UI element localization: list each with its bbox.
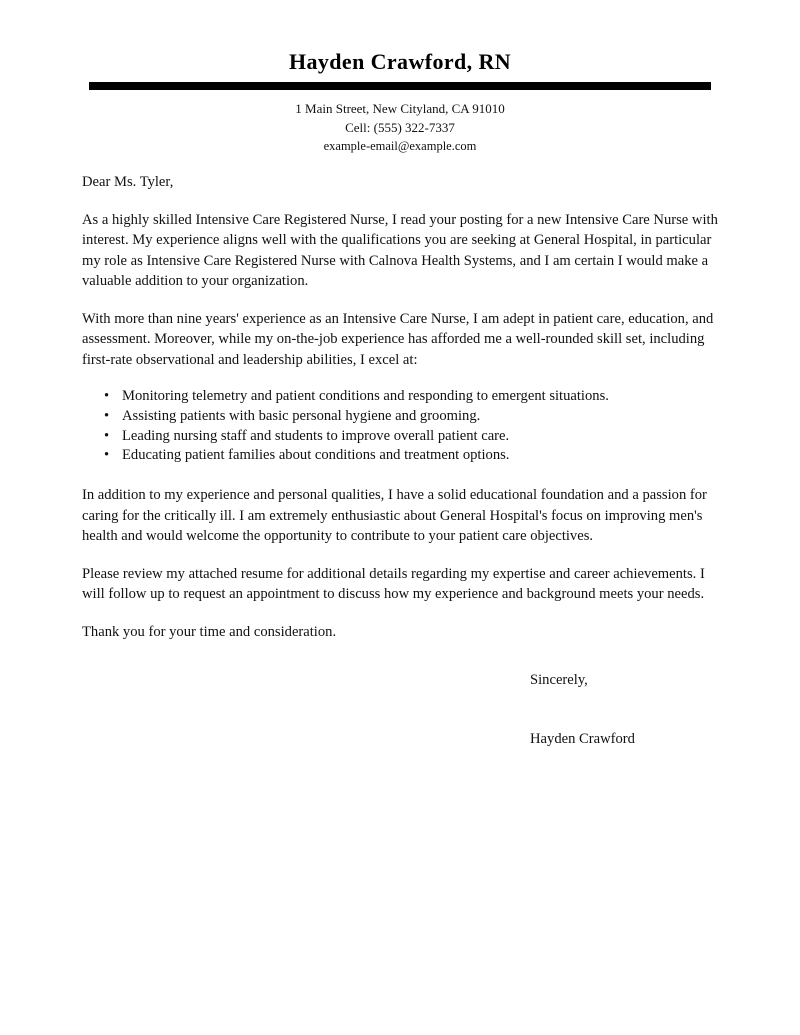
closing-line: Thank you for your time and consideration.	[82, 623, 337, 640]
bullet-item	[102, 446, 718, 466]
signoff-block	[530, 670, 718, 749]
signoff: Sincerely,	[530, 672, 588, 689]
letter-body	[82, 172, 718, 749]
bullet-marker: •	[104, 427, 110, 444]
paragraph-followup: Please review my attached resume for additional details regarding my expertise and career achievements. I will follow up to request an appointment to discuss how my experience and background meets your needs.	[82, 565, 705, 603]
bullet-list	[102, 387, 718, 466]
paragraph-intro: As a highly skilled Intensive Care Registered Nurse, I read your posting for a new Intensive Care Nurse with interest. My experience aligns well with the qualifications you are seeking at General Hospital, in particular my role as Intensive Care Registered Nurse with Calnova Health Systems, and I am certain I would make a valuable addition to your organization.	[82, 211, 718, 289]
bullet-text: Monitoring telemetry and patient conditions and responding to emergent situations.	[122, 388, 609, 404]
candidate-name: Hayden Crawford, RN	[288, 49, 512, 74]
bullet-item	[102, 387, 718, 407]
bullet-marker: •	[104, 407, 110, 424]
bullet-item	[102, 407, 718, 427]
bullet-marker: •	[104, 447, 110, 464]
bullet-text: Educating patient families about conditions and treatment options.	[122, 447, 510, 464]
salutation: Dear Ms. Tyler,	[82, 174, 174, 190]
divider-bar	[89, 82, 711, 90]
email-line: example-email@example.com	[323, 139, 477, 153]
address-line: 1 Main Street, New Cityland, CA 91010	[295, 101, 505, 116]
signature: Hayden Crawford	[530, 730, 635, 747]
letterhead	[0, 48, 800, 156]
bullet-text: Leading nursing staff and students to improve overall patient care.	[122, 427, 510, 444]
paragraph-education: In addition to my experience and personal qualities, I have a solid educational foundation and a passion for caring for the critically ill. I am extremely enthusiastic about General Hospital's focus on improving men's health and would welcome the opportunity to contribute to your patient care objectives.	[82, 487, 707, 545]
phone-line: Cell: (555) 322-7337	[345, 120, 455, 135]
bullet-text: Assisting patients with basic personal hygiene and grooming.	[122, 407, 481, 424]
bullet-item	[102, 427, 718, 447]
paragraph-experience: With more than nine years' experience as an Intensive Care Nurse, I am adept in patient care, education, and assessment. Moreover, while my on-the-job experience has afforded me a well-rounded skill set, including first-rate observational and leadership abilities, I excel at:	[82, 310, 714, 368]
bullet-marker: •	[104, 388, 110, 404]
